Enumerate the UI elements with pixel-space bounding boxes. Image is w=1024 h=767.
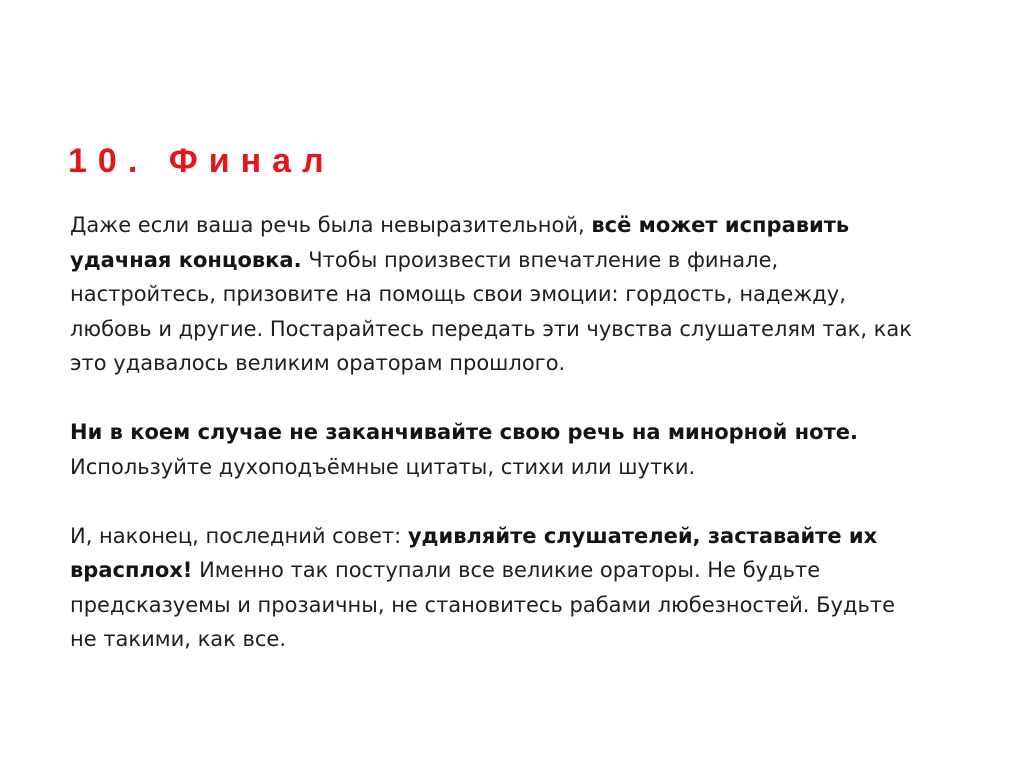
text-line: Используйте духоподъёмные цитаты, стихи или шутки. — [70, 454, 696, 479]
slide-body — [70, 208, 970, 657]
emphasis-text: всё может исправить — [591, 213, 850, 237]
paragraph-warning — [70, 415, 970, 484]
text-line — [70, 248, 778, 272]
emphasis-text: врасплох! — [70, 558, 193, 582]
text-line: это удавалось великим ораторам прошлого. — [70, 351, 566, 375]
text: Именно так поступали все великие ораторы. Не будьте — [192, 558, 821, 582]
paragraph-advice — [70, 519, 970, 657]
text: И, наконец, последний совет: — [70, 523, 408, 548]
text-line — [70, 213, 849, 237]
emphasis-text: удивляйте слушателей, заставайте их — [407, 523, 878, 548]
emphasis-text: удачная концовка. — [70, 247, 302, 272]
text-line: любовь и другие. Постарайтесь передать эти чувства слушателям так, как — [70, 316, 912, 341]
text-line — [70, 524, 877, 548]
emphasis-text: Ни в коем случае не заканчивайте свою речь на минорной ноте. — [70, 420, 858, 444]
slide-title: 10. Финал — [68, 142, 335, 180]
text-line: предсказуемы и прозаичны, не становитесь рабами любезностей. Будьте — [70, 592, 895, 617]
text-line — [70, 558, 820, 582]
text-line: не такими, как все. — [70, 627, 287, 651]
text: Чтобы произвести впечатление в финале, — [301, 247, 779, 272]
paragraph-intro — [70, 208, 970, 381]
text: Даже если ваша речь была невыразительной, — [70, 213, 592, 237]
text-line: настройтесь, призовите на помощь свои эмоции: гордость, надежду, — [70, 282, 846, 306]
